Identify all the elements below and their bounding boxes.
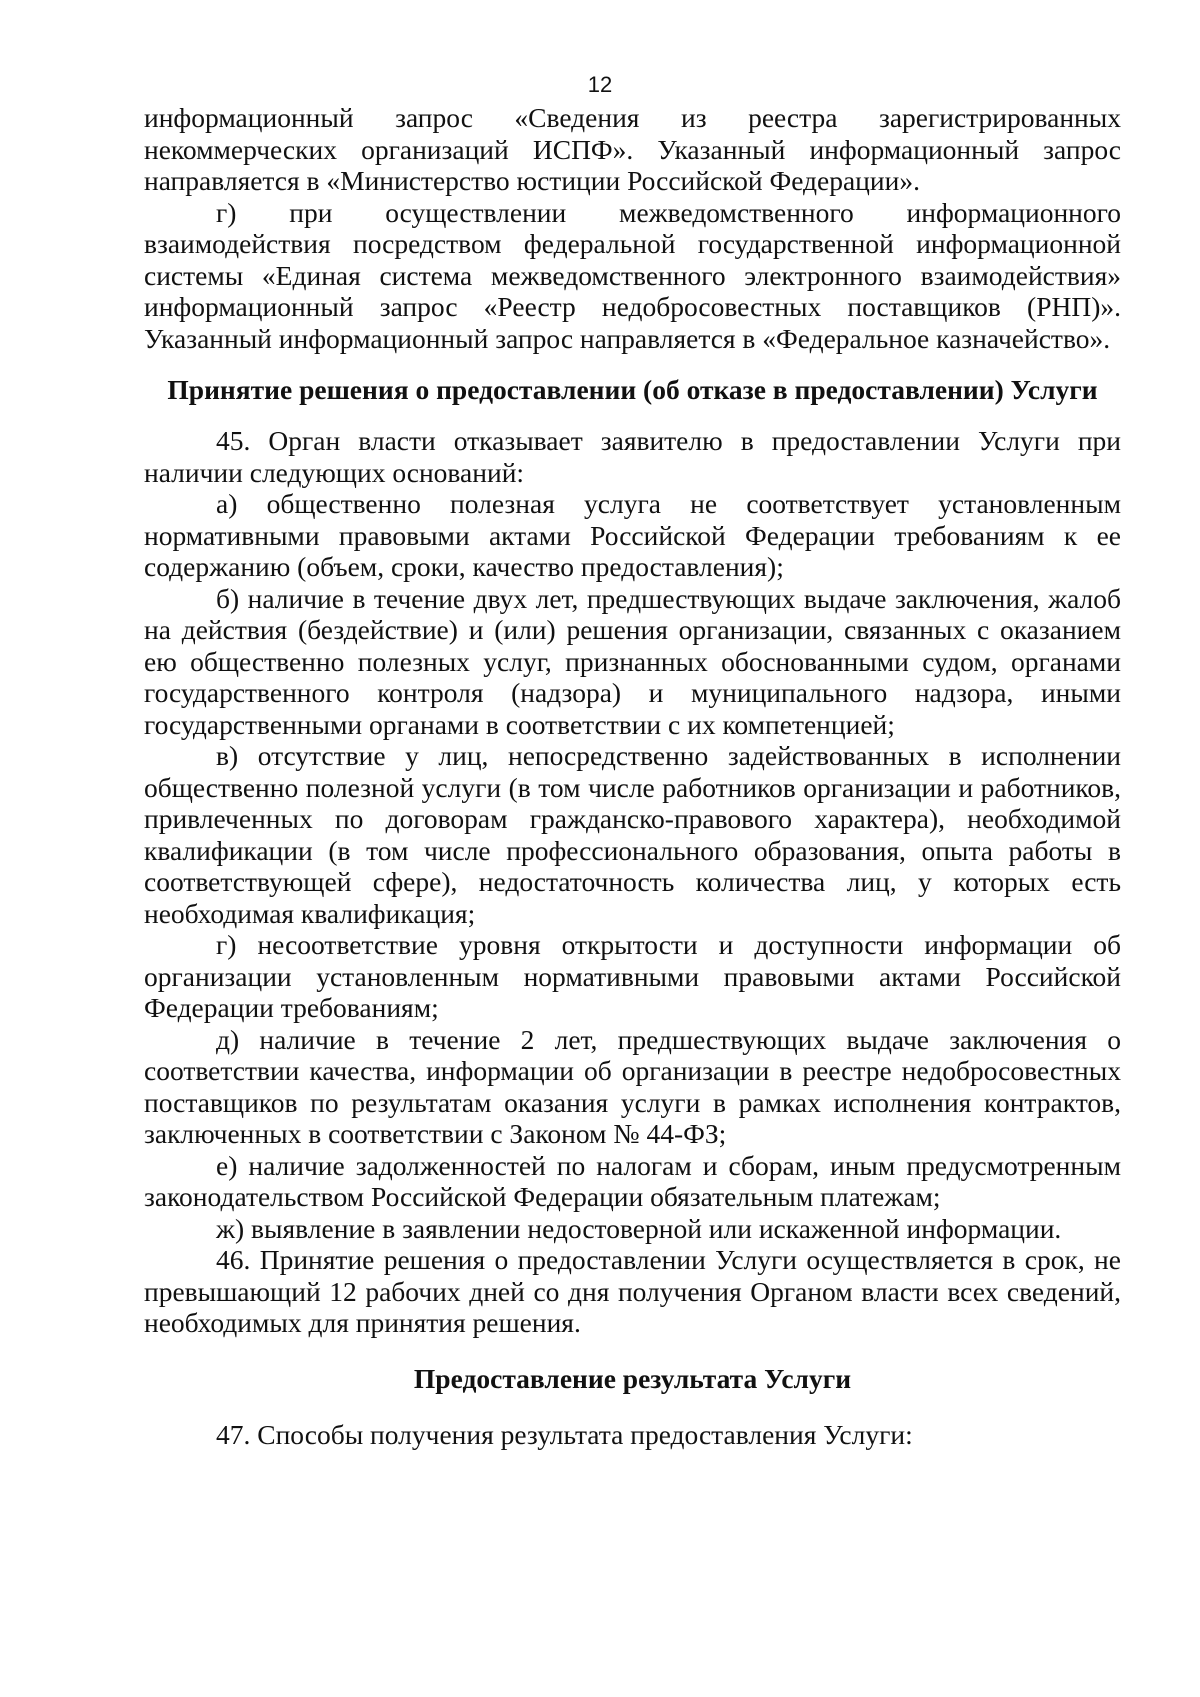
paragraph-45-g: г) несоответствие уровня открытости и доступности информации об организации установленным нормативными правовыми актами Российской Федерации требованиям;: [144, 929, 1121, 1023]
paragraph-intro: информационный запрос «Сведения из реестра зарегистрированных некоммерческих организаций ИСПФ». Указанный информационный запрос направляется в «Министерство юстиции Российской Федерации».: [144, 102, 1121, 196]
paragraph-45: 45. Орган власти отказывает заявителю в предоставлении Услуги при наличии следующих оснований:: [144, 425, 1121, 488]
paragraph-45-v: в) отсутствие у лиц, непосредственно задействованных в исполнении общественно полезной услуги (в том числе работников организации и работников, привлеченных по договорам гражданско-правового характера), необходимой квалификации (в том числе профессионального образования, опыта работы в соответствующей сфере), недостаточность количества лиц, у которых есть необходимая квалификация;: [144, 740, 1121, 929]
paragraph-item-g-interagency: г) при осуществлении межведомственного информационного взаимодействия посредством федеральной государственной информационной системы «Единая система межведомственного электронного взаимодействия» информационный запрос «Реестр недобросовестных поставщиков (РНП)». Указанный информационный запрос направляется в «Федеральное казначейство».: [144, 196, 1121, 354]
page-number: 12: [587, 72, 613, 97]
paragraph-47: 47. Способы получения результата предоставления Услуги:: [216, 1418, 913, 1450]
section-heading-decision: Принятие решения о предоставлении (об отказе в предоставлении) Услуги: [167, 374, 1098, 405]
paragraph-45-a: а) общественно полезная услуга не соответствует установленным нормативными правовыми актами Российской Федерации требованиям к ее содержанию (объем, сроки, качество предоставления);: [144, 488, 1121, 582]
paragraph-45-e: е) наличие задолженностей по налогам и сборам, иным предусмотренным законодательством Российской Федерации обязательным платежам;: [144, 1149, 1121, 1212]
paragraph-45-zh: ж) выявление в заявлении недостоверной или искаженной информации.: [216, 1212, 1062, 1244]
paragraph-45-b: б) наличие в течение двух лет, предшествующих выдаче заключения, жалоб на действия (бездействие) и (или) решения организации, связанных с оказанием ею общественно полезных услуг, признанных обоснованными судом, органами государственного контроля (надзора) и муниципального надзора, иными государственными органами в соответствии с их компетенцией;: [144, 582, 1121, 740]
paragraph-45-d: д) наличие в течение 2 лет, предшествующих выдаче заключения о соответствии качества, информации об организации в реестре недобросовестных поставщиков по результатам оказания услуги в рамках исполнения контрактов, заключенных в соответствии с Законом № 44-ФЗ;: [144, 1023, 1121, 1149]
document-body: [144, 102, 1121, 1450]
section-heading-result: Предоставление результата Услуги: [413, 1362, 852, 1394]
paragraph-46: 46. Принятие решения о предоставлении Услуги осуществляется в срок, не превышающий 12 рабочих дней со дня получения Органом власти всех сведений, необходимых для принятия решения.: [144, 1244, 1121, 1338]
